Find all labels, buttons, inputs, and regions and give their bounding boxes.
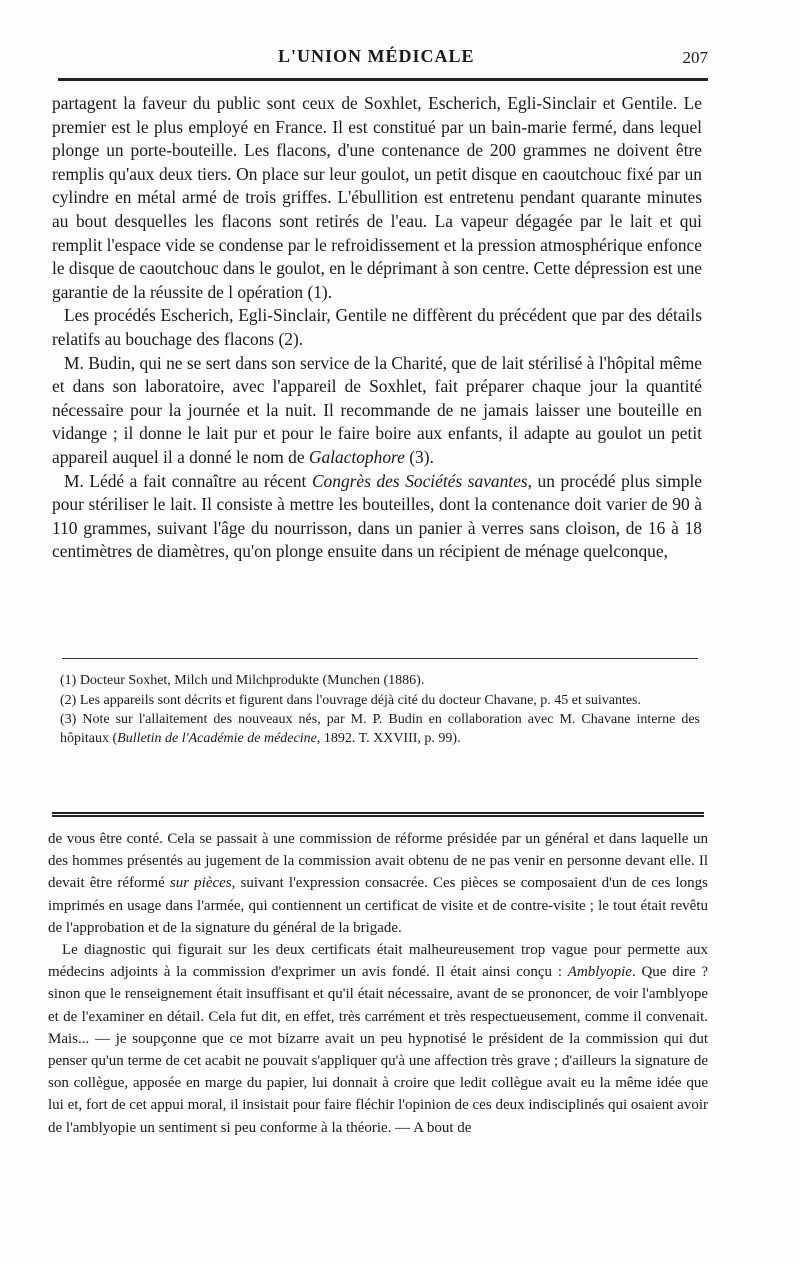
feuilleton-text <box>48 828 708 1139</box>
paragraph-text: (3). <box>404 446 434 467</box>
paragraph-text: Le diagnostic qui figurait sur les deux certificats était malheureusement trop vague pour permette aux médecins adjoints à la commission d'exprimer un avis fondé. Il était ainsi conçu : <box>48 942 708 981</box>
paragraph-text: M. Lédé a fait connaître au récent <box>64 470 312 491</box>
paragraph-text: , suivant l'expression consacrée. Ces pièces se composaient d'un de ces longs imprimés en usage dans l'armée, qui contiennent un certificat de visite et de contre-visite ; le tout était revêtu de l'approbation et de la signature du général de la brigade. <box>48 875 708 936</box>
italic-term: sur pièces <box>169 875 232 892</box>
paragraph-procedes: Les procédés Escherich, Egli-Sinclair, Gentile ne diffèrent du précédent que par des détails relatifs au bouchage des flacons (2). <box>52 305 702 349</box>
paragraph-text: de vous être conté. Cela se passait à une commission de réforme présidée par un général et dans laquelle un des hommes présentés au jugement de la commission avait obtenu de ne pas venir en personne devant elle. Il devait être réformé <box>48 831 708 892</box>
paragraph-text: . Que dire ? sinon que le renseignement était insuffisant et qu'il était nécessaire, avant de se prononcer, de voir l'amblyope et de l'examiner en détail. Cela fut dit, en effet, très carrément et très respectueusement, comme il convenait. Mais... — je soupçonne que ce mot bizarre avait un peu hypnotisé le président de la commission qui dut penser qu'un terme de cet acabit ne pouvait s'appliquer qu'à une affection très grave ; d'ailleurs la signature de son collègue, apposée en marge du papier, lui donnait à croire que ledit collègue avait eu la même idée que lui et, fort de cet appui moral, il insistait pour faire fléchir l'opinion de ces deux indisciplinés qui osaient avoir de l'amblyopie un sentiment si peu conforme à la théorie. — A bout de <box>48 964 708 1136</box>
footnotes <box>60 672 700 749</box>
italic-term: Galactophore <box>308 446 405 467</box>
footnote-1: (1) Docteur Soxhet, Milch und Milchprodukte (Munchen (1886). <box>60 673 425 688</box>
main-article-text <box>52 92 702 564</box>
feuilleton-paragraph-1 <box>48 828 708 939</box>
paragraph-text: M. Budin, qui ne se sert dans son service de la Charité, que de lait stérilisé à l'hôpital même et dans son laboratoire, avec l'appareil de Soxhlet, fait préparer chaque jour la quantité nécessaire pour la journée et la nuit. Il recommande de ne jamais laisser une bouteille en vidange ; il donne le lait pur et pour le faire boire aux enfants, il adapte au goulot un petit appareil auquel il a donné le nom de <box>52 352 702 467</box>
footnote-text: (3) Note sur l'allaitement des nouveaux nés, par M. P. Budin en collaboration avec M. Chavane interne des hôpitaux ( <box>60 712 700 746</box>
footnote-rule <box>62 658 698 659</box>
page-header <box>48 40 708 74</box>
footnote-text: , 1892. T. XXVIII, p. 99). <box>316 730 461 746</box>
header-rule <box>58 78 708 81</box>
footnote-3 <box>60 711 700 748</box>
italic-title: Bulletin de l'Académie de médecine <box>117 730 317 746</box>
feuilleton-paragraph-2 <box>48 939 708 1139</box>
feuilleton-divider <box>52 812 704 817</box>
italic-term: Congrès des Sociétés savantes <box>311 470 528 491</box>
running-title: L'UNION MÉDICALE <box>278 46 475 66</box>
paragraph-budin <box>52 352 702 470</box>
page-number: 207 <box>682 48 708 67</box>
paragraph-lede <box>52 470 702 564</box>
paragraph-soxhlet: partagent la faveur du public sont ceux de Soxhlet, Escherich, Egli-Sinclair et Gentile. Le premier est le plus employé en France. Il est constitué par un bain-marie fermé, dans lequel plonge un porte-bouteille. Les flacons, d'une contenance de 200 grammes ne doivent être remplis qu'aux deux tiers. On place sur leur goulot, un petit disque en caoutchouc fixé par un cylindre en métal armé de trois griffes. L'ébullition est entretenu pendant quarante minutes au bout desquelles les flacons sont retirés de l'eau. La vapeur dégagée par le lait et qui remplit l'espace vide se condense par le refroidissement et la pression atmosphérique enfonce le disque de caoutchouc dans le goulot, en le déprimant à son centre. Cette dépression est une garantie de la réussite de l opération (1). <box>52 93 703 302</box>
paragraph-text: , un procédé plus simple pour stériliser le lait. Il consiste à mettre les bouteilles, dont la contenance doit varier de 90 à 110 grammes, suivant l'âge du nourrisson, dans un panier à verres sans cloison, de 16 à 18 centimètres de diamètres, qu'on plonge ensuite dans un récipient de ménage quelconque, <box>52 470 702 562</box>
footnote-2: (2) Les appareils sont décrits et figurent dans l'ouvrage déjà cité du docteur Chavane, p. 45 et suivantes. <box>60 692 641 708</box>
italic-term: Amblyopie <box>567 964 632 981</box>
